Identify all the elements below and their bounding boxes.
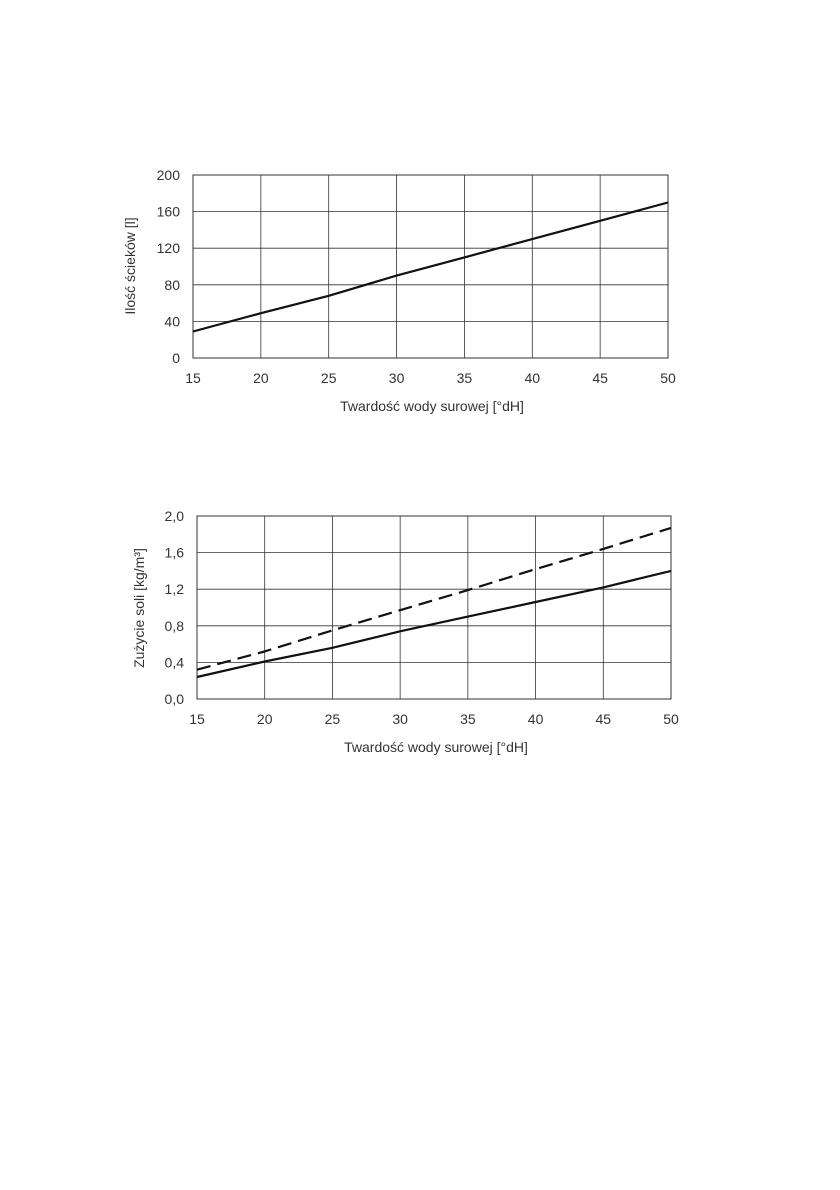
chart-2-y-axis-label: Zużycie soli [kg/m³]: [131, 548, 147, 668]
wastewater-chart: [122, 167, 676, 414]
chart-1-y-tick-label: 0: [172, 350, 180, 366]
chart-1-x-tick-label: 15: [185, 370, 201, 386]
chart-2-x-tick-label: 50: [663, 711, 679, 727]
chart-2-x-tick-label: 15: [189, 711, 205, 727]
chart-2-dashed-series-line: [197, 528, 671, 670]
chart-1-y-tick-label: 120: [156, 240, 180, 257]
chart-1-y-tick-label: 200: [156, 167, 180, 183]
chart-2-y-tick-label: 0,4: [164, 654, 184, 671]
chart-2-y-tick-label: 1,2: [164, 581, 184, 598]
chart-2-solid-series-line: [197, 571, 671, 677]
chart-1-x-tick-label: 25: [320, 370, 337, 386]
chart-2-plot-frame: [197, 516, 671, 699]
chart-2-y-tick-label: 2,0: [164, 508, 184, 524]
chart-2-y-tick-label: 0,0: [164, 691, 184, 707]
chart-1-x-tick-label: 20: [253, 370, 269, 386]
chart-1-x-tick-label: 40: [524, 370, 541, 386]
chart-2-y-tick-label: 0,8: [164, 617, 184, 634]
chart-2-x-tick-label: 45: [595, 711, 612, 727]
chart-2-y-tick-label: 1,6: [164, 544, 184, 561]
chart-2-x-tick-label: 20: [256, 711, 273, 727]
chart-1-y-tick-label: 40: [164, 313, 180, 330]
chart-2-x-tick-label: 35: [460, 711, 476, 727]
chart-2-x-tick-label: 30: [392, 711, 408, 727]
chart-1-x-tick-label: 45: [592, 370, 608, 386]
chart-1-y-tick-label: 80: [164, 276, 180, 293]
chart-2-x-tick-label: 25: [324, 711, 341, 727]
chart-1-x-tick-label: 30: [388, 370, 405, 386]
chart-2-x-axis-label: Twardość wody surowej [°dH]: [344, 739, 528, 755]
chart-2-x-tick-label: 40: [527, 711, 544, 727]
chart-1-x-tick-label: 50: [660, 370, 676, 386]
salt-consumption-chart: [131, 508, 679, 755]
chart-1-x-tick-label: 35: [456, 370, 473, 386]
chart-1-solid-series-line: [193, 203, 668, 332]
chart-1-y-tick-label: 160: [156, 203, 180, 220]
chart-1-x-axis-label: Twardość wody surowej [°dH]: [340, 398, 524, 414]
chart-1-y-axis-label: Ilość ścieków [l]: [122, 217, 138, 315]
